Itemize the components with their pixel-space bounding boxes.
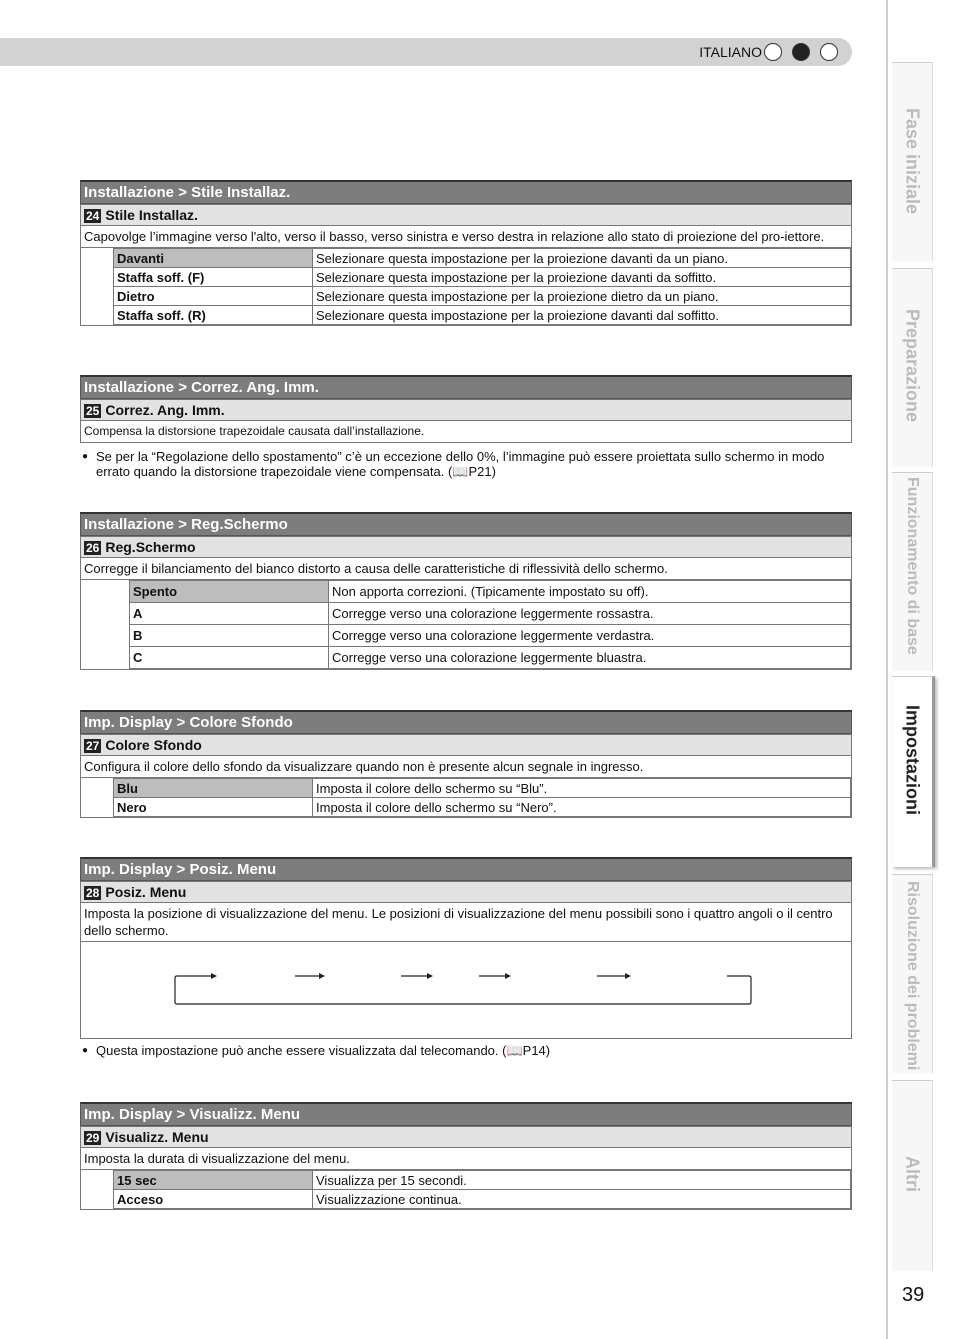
option-row: Davanti Selezionare questa impostazione per la proiezione davanti da un piano. <box>114 249 851 268</box>
section-subtitle: 24 Stile Installaz. <box>80 204 852 226</box>
option-row: C Corregge verso una colorazione leggermente bluastra. <box>130 647 851 669</box>
section-title: Installazione > Reg.Schermo <box>80 512 852 536</box>
menu-position-diagram <box>80 942 852 1039</box>
options-table <box>80 1170 852 1210</box>
section-visualizz-menu <box>80 1102 852 1210</box>
option-row: 15 sec Visualizza per 15 secondi. <box>114 1171 851 1190</box>
section-title: Installazione > Correz. Ang. Imm. <box>80 375 852 399</box>
page-number: 39 <box>902 1284 925 1306</box>
option-row: Staffa soff. (R) Selezionare questa impostazione per la proiezione davanti dal soffitto. <box>114 306 851 325</box>
section-stile-installaz <box>80 180 852 326</box>
option-row: Spento Non apporta correzioni. (Tipicamente impostato su off). <box>130 581 851 603</box>
indicator-dot-2 <box>792 43 810 61</box>
section-description: Imposta la durata di visualizzazione del menu. <box>80 1148 852 1170</box>
option-row: Staffa soff. (F) Selezionare questa impostazione per la proiezione davanti da soffitto. <box>114 268 851 287</box>
section-subtitle: 27 Colore Sfondo <box>80 734 852 756</box>
book-icon: 📖 <box>452 464 469 479</box>
option-row: Blu Imposta il colore dello schermo su “Blu”. <box>114 779 851 798</box>
book-icon: 📖 <box>506 1043 523 1058</box>
option-row: Acceso Visualizzazione continua. <box>114 1190 851 1209</box>
section-subtitle: 25 Correz. Ang. Imm. <box>80 399 852 421</box>
section-title: Imp. Display > Visualizz. Menu <box>80 1102 852 1126</box>
cycle-arrows-icon <box>81 942 851 1038</box>
section-correz-ang-imm <box>80 375 852 443</box>
indicator-dot-1 <box>764 43 782 61</box>
options-table <box>80 248 852 326</box>
top-bar <box>0 38 852 66</box>
options-table <box>80 778 852 818</box>
section-description: Imposta la posizione di visualizzazione del menu. Le posizioni di visualizzazione del menu possibili sono i quattro angoli o il centro dello schermo. <box>80 903 852 942</box>
section-subtitle: 29 Visualizz. Menu <box>80 1126 852 1148</box>
section-subtitle: 28 Posiz. Menu <box>80 881 852 903</box>
section-posiz-menu <box>80 857 852 1039</box>
section-description: Capovolge l’immagine verso l'alto, verso il basso, verso sinistra e verso destra in relazione allo stato di proiezione del pro-iettore. <box>80 226 852 248</box>
language-label: ITALIANO <box>699 44 762 60</box>
tab-funzionamento[interactable]: Funzionamento di base <box>892 472 933 671</box>
section-subtitle: 26 Reg.Schermo <box>80 536 852 558</box>
note-posiz: ● Questa impostazione può anche essere visualizzata dal telecomando. (📖P14) <box>82 1043 850 1058</box>
section-description: Compensa la distorsione trapezoidale causata dall’installazione. <box>80 421 852 443</box>
tab-impostazioni[interactable]: Impostazioni <box>892 676 935 867</box>
option-row: Nero Imposta il colore dello schermo su “Nero”. <box>114 798 851 817</box>
indicator-dot-3 <box>820 43 838 61</box>
section-description: Configura il colore dello sfondo da visualizzare quando non è presente alcun segnale in ingresso. <box>80 756 852 778</box>
tab-risoluzione[interactable]: Risoluzione dei problemi <box>892 874 933 1073</box>
tab-fase-iniziale[interactable]: Fase iniziale <box>892 62 933 261</box>
section-title: Imp. Display > Posiz. Menu <box>80 857 852 881</box>
section-colore-sfondo <box>80 710 852 818</box>
option-row: A Corregge verso una colorazione leggermente rossastra. <box>130 603 851 625</box>
section-description: Corregge il bilanciamento del bianco distorto a causa delle caratteristiche di riflessività dello schermo. <box>80 558 852 580</box>
option-row: B Corregge verso una colorazione leggermente verdastra. <box>130 625 851 647</box>
tab-preparazione[interactable]: Preparazione <box>892 268 933 467</box>
section-title: Imp. Display > Colore Sfondo <box>80 710 852 734</box>
note-correz: ● Se per la “Regolazione dello spostamento” c’è un eccezione dello 0%, l’immagine può essere proiettata sullo schermo in modo errato quando la distorsione trapezoidale viene compensata. (📖P21) <box>82 449 850 479</box>
section-title: Installazione > Stile Installaz. <box>80 180 852 204</box>
section-reg-schermo <box>80 512 852 670</box>
options-table <box>80 580 852 670</box>
option-row: Dietro Selezionare questa impostazione per la proiezione dietro da un piano. <box>114 287 851 306</box>
tab-altri[interactable]: Altri <box>892 1080 933 1271</box>
